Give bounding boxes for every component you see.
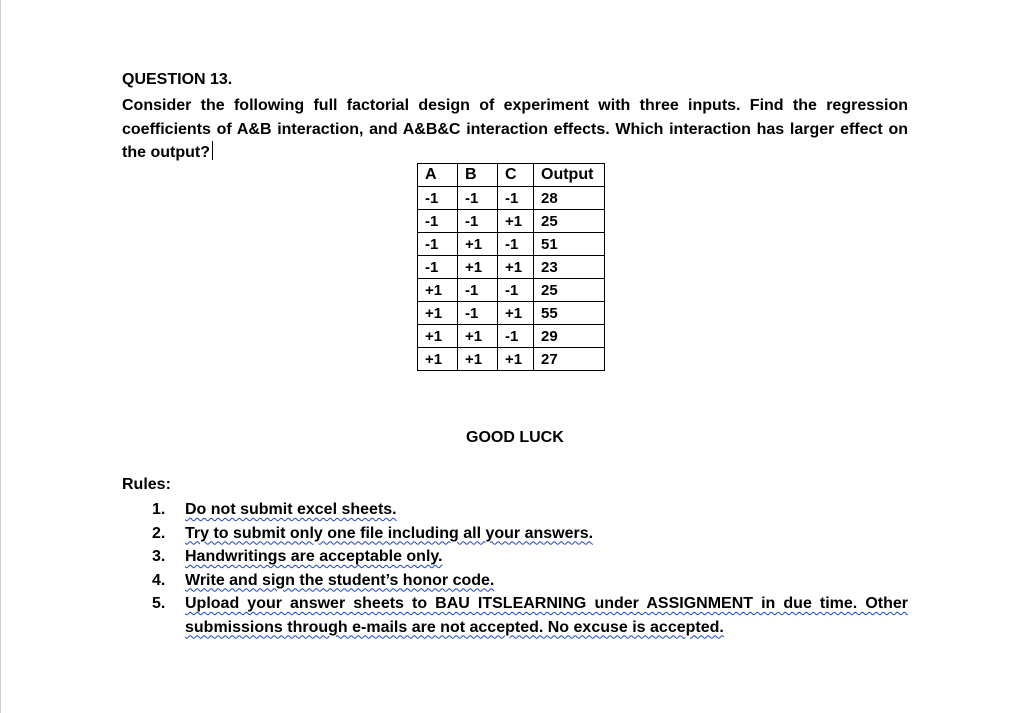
cell-output: 55 xyxy=(534,302,605,325)
rule-text: Write and sign the student’s honor code. xyxy=(185,571,495,589)
cell-a: -1 xyxy=(418,256,458,279)
table-row xyxy=(418,256,605,279)
rule-item xyxy=(152,592,908,639)
rule-text: Do not submit excel sheets. xyxy=(185,501,397,518)
cell-c: -1 xyxy=(498,325,534,348)
table-body xyxy=(418,187,605,371)
header-b: B xyxy=(458,164,498,187)
cell-b: +1 xyxy=(458,348,498,371)
rule-item xyxy=(152,522,908,546)
cell-b: -1 xyxy=(458,187,498,210)
rule-number: 3. xyxy=(152,548,166,565)
cell-b: -1 xyxy=(458,210,498,233)
table-row xyxy=(418,348,605,371)
cell-c: +1 xyxy=(498,302,534,325)
cell-output: 29 xyxy=(534,325,605,348)
header-a: A xyxy=(418,164,458,187)
table-row xyxy=(418,302,605,325)
cell-a: -1 xyxy=(418,210,458,233)
cell-output: 25 xyxy=(534,210,605,233)
header-output: Output xyxy=(534,164,605,187)
rule-number: 2. xyxy=(152,524,166,542)
cell-a: -1 xyxy=(418,233,458,256)
cell-c: +1 xyxy=(498,210,534,233)
cell-output: 25 xyxy=(534,279,605,302)
cell-c: +1 xyxy=(498,256,534,279)
cell-c: -1 xyxy=(498,279,534,302)
cell-c: -1 xyxy=(498,187,534,210)
table-header-row xyxy=(418,164,605,187)
cell-c: -1 xyxy=(498,233,534,256)
rules-list xyxy=(152,498,908,639)
header-c: C xyxy=(498,164,534,187)
question-text: Consider the following full factorial design of experiment with three inputs. Find the regression coefficients of A&B interaction, and A&B&C interaction effects. Which interaction has larger effect on the output? xyxy=(122,97,908,161)
page-edge xyxy=(0,0,1,713)
rule-number: 1. xyxy=(152,501,166,518)
cell-output: 23 xyxy=(534,256,605,279)
table-row xyxy=(418,187,605,210)
cell-a: +1 xyxy=(418,348,458,371)
cell-b: +1 xyxy=(458,256,498,279)
question-body xyxy=(122,94,908,165)
cell-b: -1 xyxy=(458,302,498,325)
cell-b: +1 xyxy=(458,325,498,348)
rule-item xyxy=(152,498,908,522)
rule-text: Handwritings are acceptable only. xyxy=(185,548,443,565)
cell-a: +1 xyxy=(418,325,458,348)
rules-title: Rules: xyxy=(122,476,171,493)
good-luck-text: GOOD LUCK xyxy=(466,429,564,446)
cell-c: +1 xyxy=(498,348,534,371)
rule-text: Try to submit only one file including all your answers. xyxy=(185,524,594,542)
design-table xyxy=(417,163,605,371)
table-row xyxy=(418,233,605,256)
text-cursor xyxy=(212,141,213,160)
rule-text: Upload your answer sheets to BAU ITSLEARNING under ASSIGNMENT in due time. Other submissions through e-mails are not accepted. No excuse is accepted. xyxy=(185,595,908,636)
rule-item xyxy=(152,569,908,593)
table-row xyxy=(418,325,605,348)
rule-item xyxy=(152,545,908,569)
cell-output: 27 xyxy=(534,348,605,371)
cell-output: 51 xyxy=(534,233,605,256)
table-row xyxy=(418,279,605,302)
rule-number: 4. xyxy=(152,571,166,589)
table-row xyxy=(418,210,605,233)
cell-b: +1 xyxy=(458,233,498,256)
cell-a: +1 xyxy=(418,302,458,325)
cell-a: +1 xyxy=(418,279,458,302)
cell-output: 28 xyxy=(534,187,605,210)
question-title: QUESTION 13. xyxy=(122,71,233,88)
cell-b: -1 xyxy=(458,279,498,302)
cell-a: -1 xyxy=(418,187,458,210)
rule-number: 5. xyxy=(152,595,166,612)
